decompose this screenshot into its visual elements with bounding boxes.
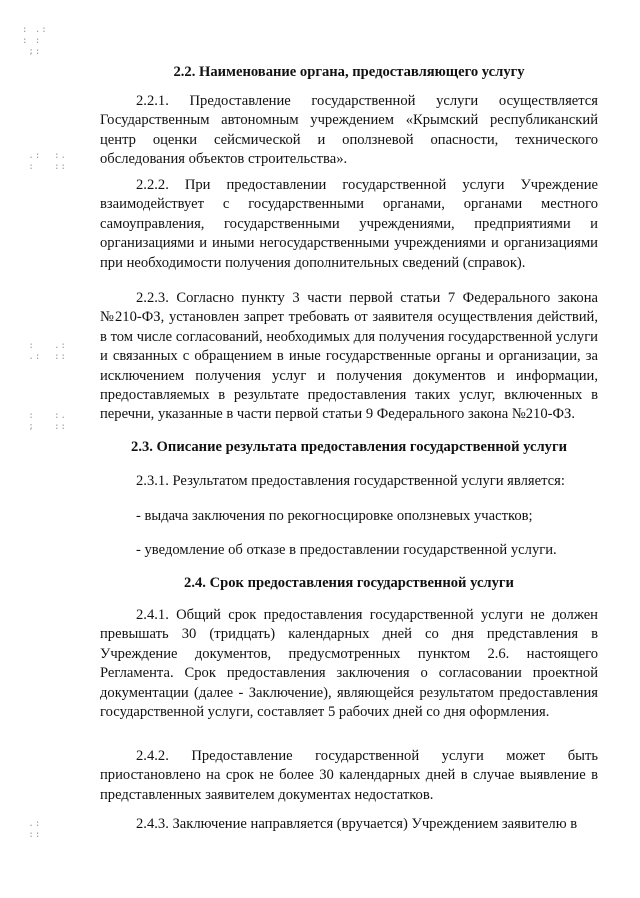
section-heading-2-4: 2.4. Срок предоставления государственной услуги xyxy=(184,575,514,591)
result-list-item: - уведомление об отказе в предоставлении государственной услуги. xyxy=(136,542,557,558)
result-list-item: - выдача заключения по рекогносцировке оползневых участков; xyxy=(136,508,533,524)
paragraph-2-4-3: 2.4.3. Заключение направляется (вручается) Учреждением заявителю в xyxy=(136,816,578,832)
scan-margin-artifact: : .: .: :: xyxy=(28,341,67,362)
paragraph-2-2-2: 2.2.2. При предоставлении государственной услуги Учреждение взаимодействует с государственными органами, органами местного самоуправления, государственными учреждениями, предприятиями и организациями и иными негосударственными учреждениями и организациями при необходимости получения дополнительных сведений (справок). xyxy=(100,177,598,271)
paragraph-2-4-1: 2.4.1. Общий срок предоставления государственной услуги не должен превышать 30 (тридцать) календарных дней со дня представления в Учреждение документов, предусмотренных пунктом 2.6. настоящего Регламента. Срок предоставления заключения о согласовании проектной документации (далее - Заключение), являющейся результатом предоставления государственной услуги, составляет 5 рабочих дней со дня оформления. xyxy=(100,607,598,721)
scan-margin-artifact: .: :: xyxy=(28,819,42,840)
paragraph-2-2-3: 2.2.3. Согласно пункту 3 части первой статьи 7 Федерального закона №210-ФЗ, установлен запрет требовать от заявителя осуществления действий, в том числе согласований, необходимых для получения государственной услуги и связанных с обращением в иные государственные органы и организации, за исключением получения услуг и получения документов и информации, предоставляемых в результате предоставления таких услуг, включенных в перечни, указанные в части первой статьи 9 Федерального закона №210-ФЗ. xyxy=(100,290,598,423)
scan-margin-artifact: .: :. : :: xyxy=(28,151,67,172)
section-heading-2-2: 2.2. Наименование органа, предоставляющего услугу xyxy=(173,64,525,80)
paragraph-2-4-2: 2.4.2. Предоставление государственной услуги может быть приостановлено на срок не более 30 календарных дней в случае выявление в представленных заявителем документах недостатков. xyxy=(100,748,598,803)
scan-margin-artifact: : .: : : ;: xyxy=(22,25,48,57)
section-heading-2-3: 2.3. Описание результата предоставления государственной услуги xyxy=(131,439,567,455)
paragraph-2-3-1: 2.3.1. Результатом предоставления государственной услуги является: xyxy=(136,473,565,489)
scan-margin-artifact: : :. ; :: xyxy=(28,411,67,432)
paragraph-2-2-1: 2.2.1. Предоставление государственной услуги осуществляется Государственным автономным учреждением «Крымский республиканский центр оценки сейсмической и оползневой опасности, технического обследования объектов строительства». xyxy=(100,93,598,168)
